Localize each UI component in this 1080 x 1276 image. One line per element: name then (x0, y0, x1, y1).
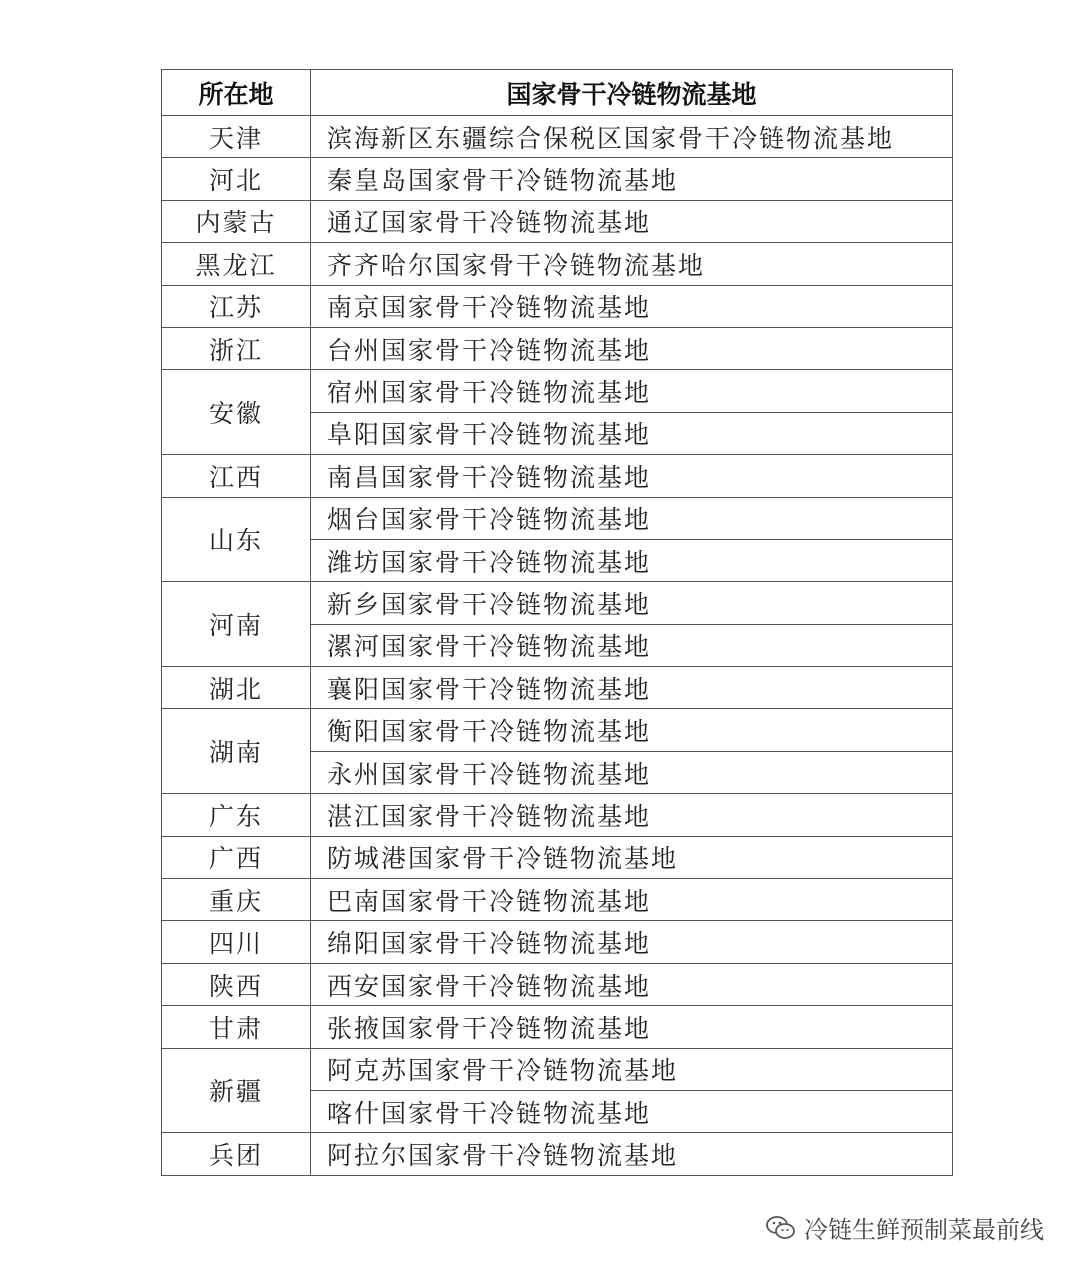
base-cell: 永州国家骨干冷链物流基地 (311, 751, 953, 793)
table-row (162, 243, 953, 285)
table-row (162, 709, 953, 751)
location-cell: 河北 (162, 158, 311, 200)
location-cell: 黑龙江 (162, 243, 311, 285)
base-cell: 秦皇岛国家骨干冷链物流基地 (311, 158, 953, 200)
location-cell: 新疆 (162, 1048, 311, 1133)
table-header-row (162, 70, 953, 116)
location-cell: 重庆 (162, 879, 311, 921)
table-row (162, 497, 953, 539)
location-cell: 广东 (162, 794, 311, 836)
base-cell: 巴南国家骨干冷链物流基地 (311, 879, 953, 921)
table-row (162, 455, 953, 497)
base-cell: 潍坊国家骨干冷链物流基地 (311, 539, 953, 581)
base-cell: 湛江国家骨干冷链物流基地 (311, 794, 953, 836)
base-cell: 阿克苏国家骨干冷链物流基地 (311, 1048, 953, 1090)
base-cell: 襄阳国家骨干冷链物流基地 (311, 667, 953, 709)
base-cell: 阜阳国家骨干冷链物流基地 (311, 412, 953, 454)
watermark-text: 冷链生鲜预制菜最前线 (804, 1216, 1044, 1244)
base-cell: 齐齐哈尔国家骨干冷链物流基地 (311, 243, 953, 285)
location-cell: 湖北 (162, 667, 311, 709)
table-row (162, 1048, 953, 1090)
base-cell: 喀什国家骨干冷链物流基地 (311, 1090, 953, 1132)
location-cell: 江西 (162, 455, 311, 497)
table-row (162, 116, 953, 158)
table-row (162, 963, 953, 1005)
location-cell: 陕西 (162, 963, 311, 1005)
location-cell: 河南 (162, 582, 311, 667)
base-cell: 滨海新区东疆综合保税区国家骨干冷链物流基地 (311, 116, 953, 158)
table-row (162, 921, 953, 963)
base-cell: 绵阳国家骨干冷链物流基地 (311, 921, 953, 963)
base-cell: 西安国家骨干冷链物流基地 (311, 963, 953, 1005)
table-row (162, 158, 953, 200)
base-cell: 新乡国家骨干冷链物流基地 (311, 582, 953, 624)
table-row (162, 1006, 953, 1048)
location-cell: 内蒙古 (162, 200, 311, 242)
location-cell: 广西 (162, 836, 311, 878)
location-cell: 甘肃 (162, 1006, 311, 1048)
base-cell: 烟台国家骨干冷链物流基地 (311, 497, 953, 539)
table-row (162, 370, 953, 412)
base-cell: 宿州国家骨干冷链物流基地 (311, 370, 953, 412)
location-cell: 湖南 (162, 709, 311, 794)
location-cell: 四川 (162, 921, 311, 963)
location-cell: 江苏 (162, 285, 311, 327)
table-row (162, 836, 953, 878)
cold-chain-base-table (161, 69, 953, 1176)
table-body (162, 116, 953, 1176)
base-cell: 台州国家骨干冷链物流基地 (311, 327, 953, 369)
location-cell: 天津 (162, 116, 311, 158)
header-base: 国家骨干冷链物流基地 (311, 70, 953, 116)
table-row (162, 794, 953, 836)
header-location: 所在地 (162, 70, 311, 116)
watermark (766, 1210, 1044, 1245)
table-row (162, 667, 953, 709)
base-cell: 通辽国家骨干冷链物流基地 (311, 200, 953, 242)
location-cell: 浙江 (162, 327, 311, 369)
table-row (162, 285, 953, 327)
table-row (162, 879, 953, 921)
table-row (162, 1133, 953, 1175)
base-cell: 南昌国家骨干冷链物流基地 (311, 455, 953, 497)
base-cell: 漯河国家骨干冷链物流基地 (311, 624, 953, 666)
base-cell: 张掖国家骨干冷链物流基地 (311, 1006, 953, 1048)
location-cell: 山东 (162, 497, 311, 582)
location-cell: 安徽 (162, 370, 311, 455)
table-row (162, 200, 953, 242)
base-cell: 南京国家骨干冷链物流基地 (311, 285, 953, 327)
cold-chain-base-table-container (161, 69, 952, 1176)
base-cell: 阿拉尔国家骨干冷链物流基地 (311, 1133, 953, 1175)
table-row (162, 327, 953, 369)
base-cell: 衡阳国家骨干冷链物流基地 (311, 709, 953, 751)
table-row (162, 582, 953, 624)
location-cell: 兵团 (162, 1133, 311, 1175)
wechat-icon (766, 1215, 796, 1241)
base-cell: 防城港国家骨干冷链物流基地 (311, 836, 953, 878)
